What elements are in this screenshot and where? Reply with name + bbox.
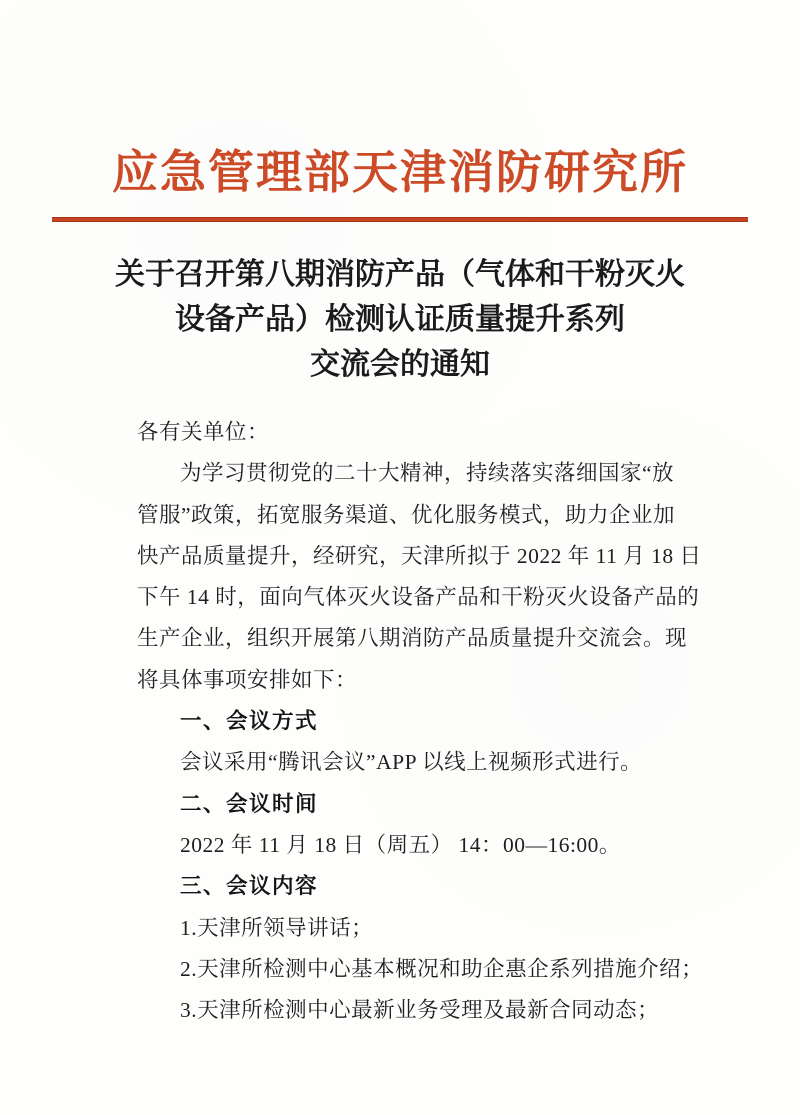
salutation-line: 各有关单位：: [137, 420, 270, 444]
agenda-item-2: 2.天津所检测中心基本概况和助企惠企系列措施介绍；: [180, 956, 704, 981]
paragraph-line: 管服”政策，拓宽服务渠道、优化服务模式，助力企业加: [137, 502, 676, 527]
meeting-method-text: 会议采用“腾讯会议”APP 以线上视频形式进行。: [180, 750, 643, 775]
meeting-time-text: 2022 年 11 月 18 日（周五） 14：00—16:00。: [180, 832, 621, 857]
section-heading-meeting-time: 二、会议时间: [180, 791, 319, 817]
paragraph-line: 生产企业，组织开展第八期消防产品质量提升交流会。现: [137, 626, 688, 651]
letterhead-divider-rule: [52, 217, 748, 222]
paragraph-line: 为学习贯彻党的二十大精神，持续落实落细国家“放: [180, 461, 675, 486]
document-title-line-1: 关于召开第八期消防产品（气体和干粉灭火: [115, 258, 685, 291]
document-title-line-3: 交流会的通知: [310, 348, 490, 381]
paragraph-line: 下午 14 时，面向气体灭火设备产品和干粉灭火设备产品的: [137, 585, 700, 610]
agenda-item-3: 3.天津所检测中心最新业务受理及最新合同动态；: [180, 998, 660, 1023]
paragraph-line: 快产品质量提升，经研究，天津所拟于 2022 年 11 月 18 日: [137, 543, 702, 568]
document-title: [0, 252, 800, 387]
document-body: [137, 412, 704, 1031]
agenda-item-1: 1.天津所领导讲话；: [180, 915, 374, 940]
section-heading-meeting-content: 三、会议内容: [180, 874, 319, 900]
section-heading-meeting-method: 一、会议方式: [180, 709, 319, 735]
letterhead-org-title: 应急管理部天津消防研究所: [112, 147, 688, 198]
document-title-line-2: 设备产品）检测认证质量提升系列: [175, 303, 625, 336]
paragraph-line: 将具体事项安排如下：: [137, 667, 358, 692]
